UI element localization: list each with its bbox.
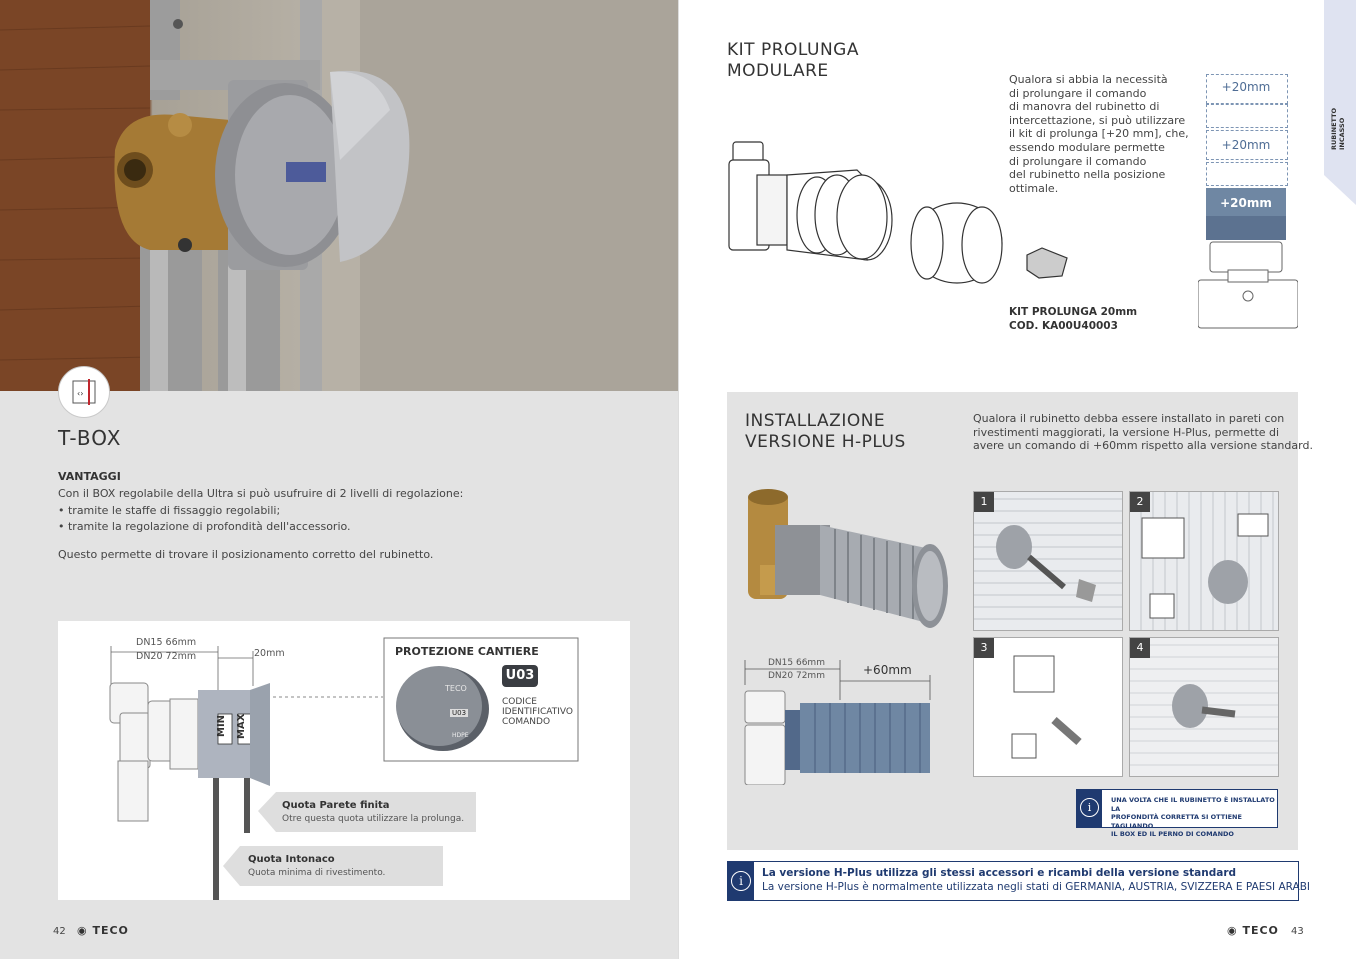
- hplus-title-line: INSTALLAZIONE: [745, 411, 886, 431]
- kit-caption-line: KIT PROLUNGA 20mm: [1009, 306, 1138, 318]
- step-number: 3: [974, 638, 994, 658]
- hplus-title-line: VERSIONE H-PLUS: [745, 432, 906, 452]
- vantaggi-bullet: • tramite la regolazione di profondità dell'accessorio.: [58, 520, 351, 533]
- dim-20mm: 20mm: [254, 648, 285, 659]
- page-title: T-BOX: [58, 426, 122, 450]
- page-number-right: 43: [1291, 926, 1304, 937]
- kit-text-line: intercettazione, si può utilizzare: [1009, 113, 1186, 127]
- product-photo: [0, 0, 678, 391]
- info-line-1: La versione H-Plus utilizza gli stessi accessori e ricambi della versione standard: [762, 867, 1237, 879]
- kit-title-line: MODULARE: [727, 61, 829, 81]
- page-divider: [678, 0, 679, 959]
- step-panel: [1129, 637, 1279, 777]
- quota-intonaco-sub: Quota minima di rivestimento.: [248, 868, 386, 878]
- page-number-left: 42: [53, 926, 66, 937]
- side-tab-line: INCASSO: [1338, 117, 1346, 150]
- hplus-text-line: rivestimenti maggiorati, la versione H-Plus, permette di: [973, 425, 1280, 439]
- info-icon: i: [728, 862, 754, 900]
- quota-parete-sub: Otre questa quota utilizzare la prolunga.: [282, 814, 465, 824]
- cap-hdpe: HDPE: [452, 732, 469, 739]
- max-label: MAX: [236, 713, 247, 739]
- dim-dn15: DN15 66mm: [136, 637, 197, 648]
- codice-line: COMANDO: [502, 717, 551, 727]
- u03-badge: U03: [505, 668, 535, 683]
- hplus-text-line: Qualora il rubinetto debba essere installato in pareti con: [973, 412, 1285, 425]
- hplus-plus60: +60mm: [863, 663, 912, 677]
- step-panel: [1129, 491, 1279, 631]
- extension-stack: [1198, 72, 1298, 332]
- quota-parete-title: Quota Parete finita: [282, 800, 390, 811]
- vantaggi-closing: Questo permette di trovare il posizionamento corretto del rubinetto.: [58, 548, 434, 561]
- note-line: PROFONDITÀ CORRETTA SI OTTIENE TAGLIANDO: [1111, 813, 1242, 830]
- cap-brand: TECO: [445, 684, 467, 693]
- info-line-2: La versione H-Plus è normalmente utilizzata negli stati di GERMANIA, AUSTRIA, SVIZZERA E PAESI ARABI: [762, 881, 1311, 893]
- kit-text-line: essendo modulare permette: [1009, 140, 1165, 154]
- step-number: 4: [1130, 638, 1150, 658]
- kit-text-line: Qualora si abbia la necessità: [1009, 73, 1168, 86]
- kit-title-line: KIT PROLUNGA: [727, 40, 859, 60]
- kit-drawing: [727, 130, 1077, 300]
- codice-line: CODICE: [502, 697, 537, 707]
- plus20-label: +20mm: [1220, 196, 1272, 210]
- plus20-label: +20mm: [1221, 138, 1271, 152]
- brand-text: TECO: [1242, 924, 1279, 937]
- note-line: UNA VOLTA CHE IL RUBINETTO È INSTALLATO LA: [1111, 796, 1275, 813]
- teco-logo-icon: ◉: [1227, 924, 1243, 937]
- teco-logo-icon: ◉: [77, 924, 93, 937]
- hplus-drawing: [740, 485, 955, 785]
- step-panel: [973, 637, 1123, 777]
- kit-text-line: di prolungare il comando: [1009, 86, 1147, 100]
- plus20-label: +20mm: [1221, 80, 1271, 94]
- quota-intonaco-title: Quota Intonaco: [248, 854, 335, 865]
- tbox-badge-icon: [58, 366, 110, 418]
- brand-text: TECO: [92, 924, 129, 937]
- protezione-title: PROTEZIONE CANTIERE: [395, 645, 539, 658]
- brand-logo-left: [77, 924, 129, 937]
- vantaggi-intro: Con il BOX regolabile della Ultra si può usufruire di 2 livelli di regolazione:: [58, 487, 464, 500]
- kit-caption-line: COD. KA00U40003: [1009, 320, 1118, 332]
- hplus-text-line: avere un comando di +60mm rispetto alla versione standard.: [973, 439, 1313, 453]
- kit-text-line: di prolungare il comando: [1009, 154, 1147, 168]
- install-note: [1076, 789, 1278, 838]
- hplus-dn15: DN15 66mm: [768, 658, 825, 668]
- hplus-title: [745, 411, 906, 453]
- vantaggi-bullet: • tramite le staffe di fissaggio regolabili;: [58, 504, 281, 517]
- codice-line: IDENTIFICATIVO: [502, 707, 573, 717]
- vantaggi-heading: VANTAGGI: [58, 470, 121, 483]
- hplus-description: [973, 412, 1313, 453]
- brand-logo-right: [1227, 924, 1279, 937]
- side-tab-line: RUBINETTO: [1330, 107, 1338, 150]
- install-note-text: [1111, 796, 1277, 839]
- kit-text-line: ottimale.: [1009, 181, 1059, 195]
- kit-text-line: di manovra del rubinetto di: [1009, 100, 1160, 114]
- step-number: 2: [1130, 492, 1150, 512]
- dim-dn20: DN20 72mm: [136, 651, 197, 662]
- kit-title: [727, 40, 859, 82]
- side-tab-label: [1330, 108, 1346, 150]
- cap-code: U03: [452, 709, 467, 717]
- step-panel: [973, 491, 1123, 631]
- tbox-diagram: [58, 621, 630, 900]
- hplus-dn20: DN20 72mm: [768, 671, 825, 681]
- kit-text-line: il kit di prolunga [+20 mm], che,: [1009, 127, 1189, 141]
- info-icon: i: [1077, 790, 1102, 827]
- note-line: IL BOX ED IL PERNO DI COMANDO: [1111, 830, 1234, 838]
- min-label: MIN: [216, 714, 227, 737]
- svg-text:‹›: ‹›: [77, 389, 84, 398]
- hplus-info-bar: [727, 861, 1311, 901]
- side-tab: [1324, 0, 1356, 205]
- step-number: 1: [974, 492, 994, 512]
- kit-text-line: del rubinetto nella posizione: [1009, 168, 1166, 182]
- kit-caption: [1009, 305, 1137, 333]
